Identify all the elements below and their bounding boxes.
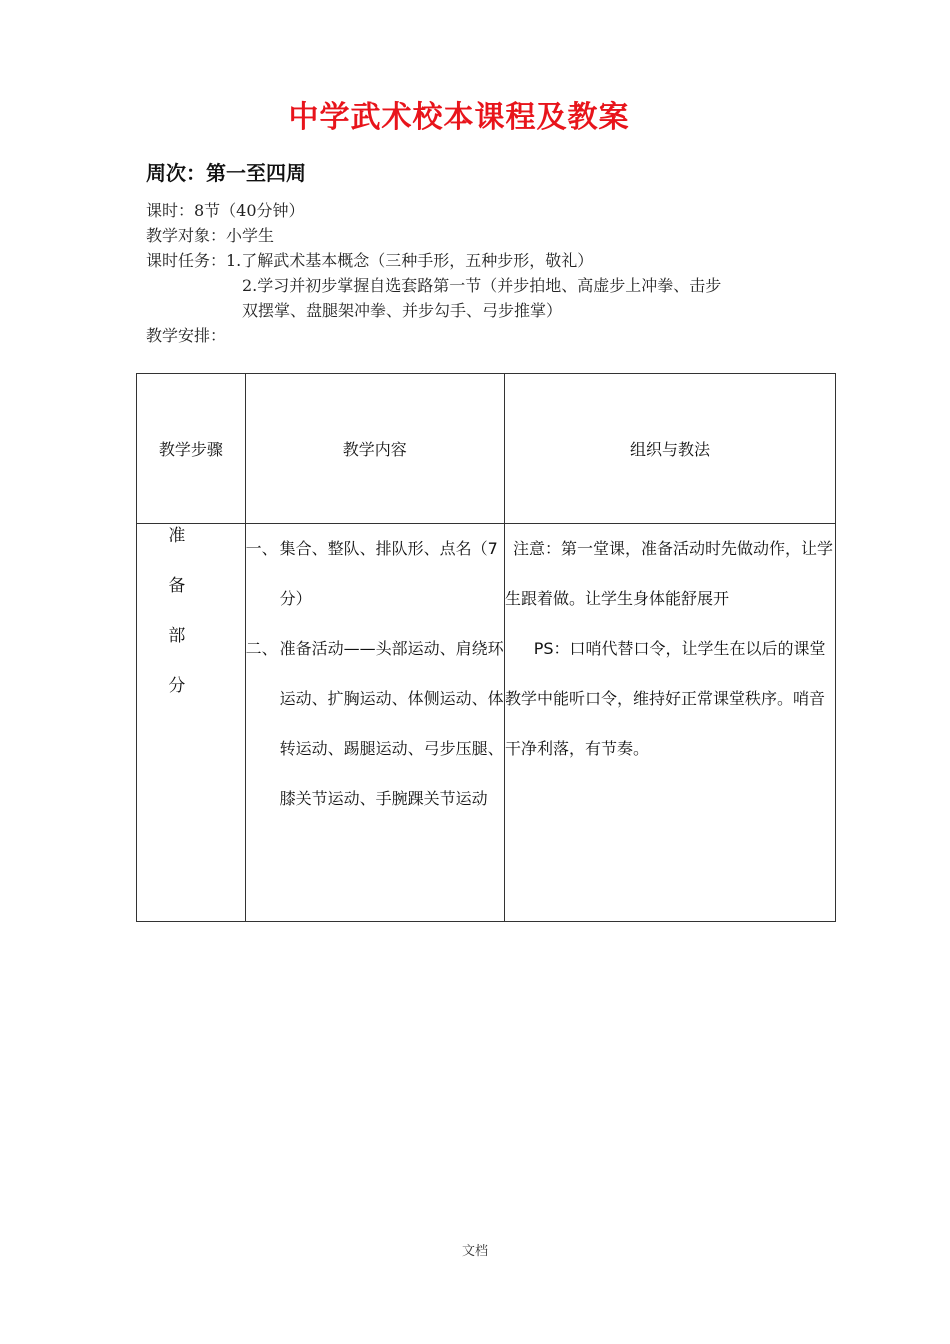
content-item bbox=[246, 524, 504, 624]
content-item-number: 一、 bbox=[245, 539, 278, 558]
table-row bbox=[137, 524, 836, 922]
step-char: 备 bbox=[168, 576, 186, 596]
table-header-row bbox=[137, 374, 836, 524]
week-heading: 周次：第一至四周 bbox=[146, 161, 306, 185]
page-footer: 文档 bbox=[461, 1244, 488, 1259]
content-item-number: 二、 bbox=[245, 639, 278, 658]
header-content: 教学内容 bbox=[245, 374, 504, 524]
document-title: 中学武术校本课程及教案 bbox=[288, 100, 630, 135]
header-method: 组织与教法 bbox=[504, 374, 835, 524]
step-char: 分 bbox=[168, 676, 186, 696]
info-target: 教学对象：小学生 bbox=[146, 226, 275, 245]
header-step: 教学步骤 bbox=[137, 374, 246, 524]
info-task-2-line2: 双摆掌、盘腿架冲拳、并步勾手、弓步推掌） bbox=[242, 301, 563, 320]
method-cell bbox=[504, 524, 835, 922]
step-char: 准 bbox=[168, 526, 186, 546]
content-item bbox=[246, 624, 504, 824]
content-item-text: 集合、整队、排队形、点名（7分） bbox=[279, 539, 498, 608]
content-cell bbox=[245, 524, 504, 922]
method-note: 注意：第一堂课，准备活动时先做动作，让学生跟着做。让学生身体能舒展开 bbox=[504, 539, 833, 608]
content-item-text: 准备活动——头部运动、肩绕环运动、扩胸运动、体侧运动、体转运动、踢腿运动、弓步压腿、膝关节运动、手腕踝关节运动 bbox=[279, 639, 504, 808]
step-cell bbox=[137, 524, 246, 922]
lesson-plan-table bbox=[136, 373, 836, 922]
info-arrangement: 教学安排： bbox=[146, 326, 227, 345]
info-hours: 课时：8节（40分钟） bbox=[146, 201, 305, 220]
step-char: 部 bbox=[168, 626, 186, 646]
method-ps: PS：口哨代替口令，让学生在以后的课堂教学中能听口令，维持好正常课堂秩序。哨音干净利落，有节奏。 bbox=[504, 639, 826, 758]
info-task-2-line1: 2.学习并初步掌握自选套路第一节（并步拍地、高虚步上冲拳、击步 bbox=[242, 276, 722, 295]
info-task-1: 课时任务：1.了解武术基本概念（三种手形，五种步形，敬礼） bbox=[146, 251, 594, 270]
